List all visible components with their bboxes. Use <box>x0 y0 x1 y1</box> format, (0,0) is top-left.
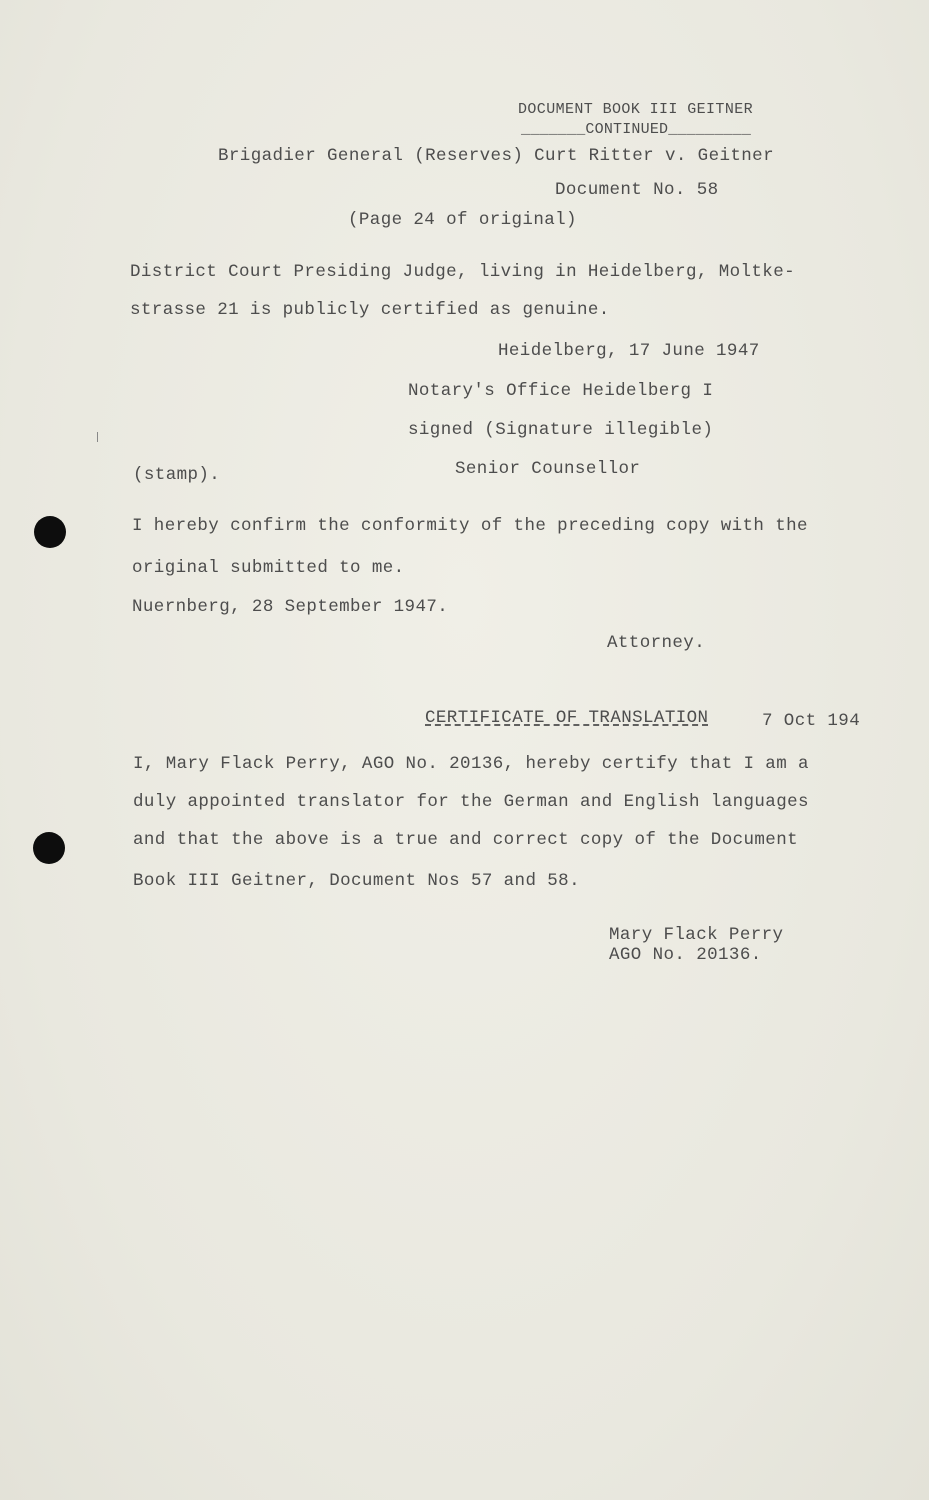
translator-ago: AGO No. 20136. <box>609 945 762 965</box>
paragraph-line-1: District Court Presiding Judge, living in Heidelberg, Moltke- <box>130 262 796 282</box>
certificate-line-3: and that the above is a true and correct copy of the Document <box>133 830 799 850</box>
nuernberg-date: Nuernberg, 28 September 1947. <box>132 597 449 617</box>
margin-mark <box>97 432 98 442</box>
attorney-signature: Attorney. <box>607 633 706 653</box>
stamp-note: (stamp). <box>133 465 221 485</box>
punch-hole-top <box>34 516 66 548</box>
certificate-date: 7 Oct 194 <box>762 711 861 731</box>
punch-hole-bottom <box>33 832 65 864</box>
page-reference: (Page 24 of original) <box>348 210 577 230</box>
document-number: Document No. 58 <box>555 180 719 200</box>
notary-office: Notary's Office Heidelberg I <box>408 381 714 401</box>
signed-line: signed (Signature illegible) <box>408 420 714 440</box>
certificate-line-2: duly appointed translator for the German and English languages <box>133 792 809 812</box>
document-book-heading: DOCUMENT BOOK III GEITNER <box>518 101 754 118</box>
certificate-line-1: I, Mary Flack Perry, AGO No. 20136, hereby certify that I am a <box>133 754 809 774</box>
paragraph-line-2: strasse 21 is publicly certified as genuine. <box>130 300 610 320</box>
continued-heading: _______CONTINUED_________ <box>521 121 752 138</box>
certificate-line-4: Book III Geitner, Document Nos 57 and 58. <box>133 871 580 891</box>
certificate-heading: CERTIFICATE OF TRANSLATION <box>425 708 709 728</box>
defendant-line: Brigadier General (Reserves) Curt Ritter v. Geitner <box>218 146 774 166</box>
senior-counsellor: Senior Counsellor <box>455 459 641 479</box>
place-date: Heidelberg, 17 June 1947 <box>498 341 760 361</box>
confirmation-line-2: original submitted to me. <box>132 558 405 578</box>
translator-name: Mary Flack Perry <box>609 925 784 945</box>
confirmation-line-1: I hereby confirm the conformity of the preceding copy with the <box>132 516 808 536</box>
